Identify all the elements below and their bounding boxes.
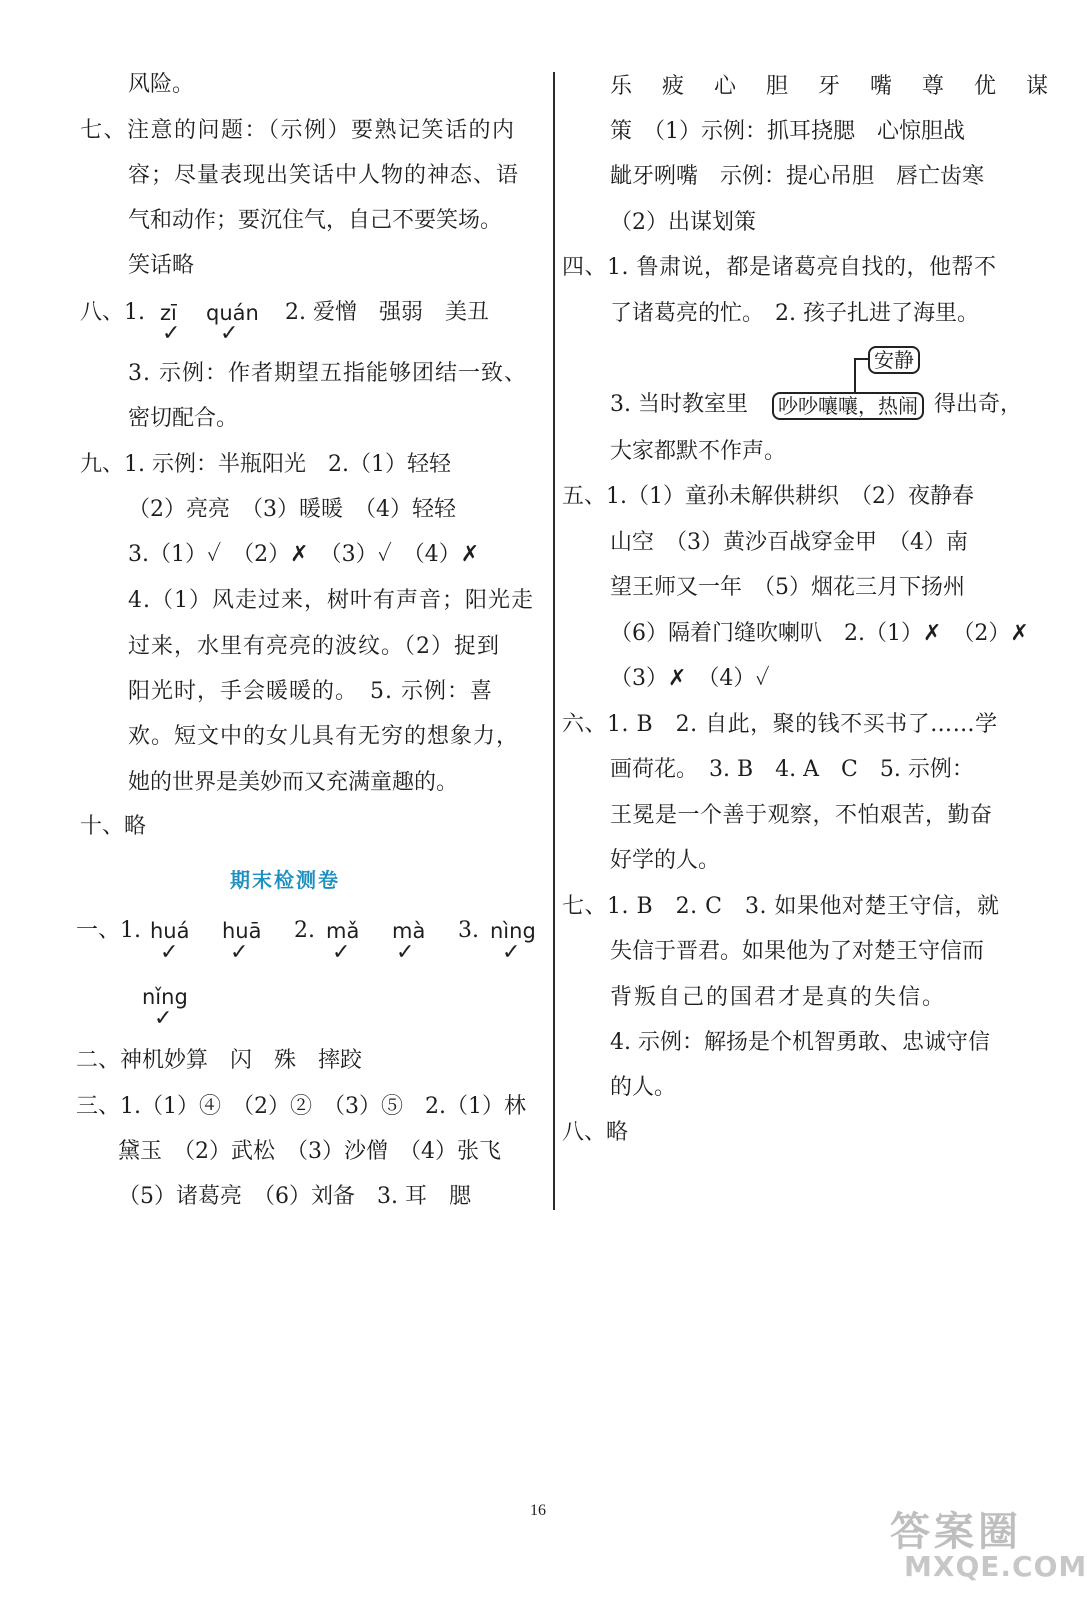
text-line: 欢。短文中的女儿具有无穷的想象力， bbox=[128, 724, 520, 749]
section-title: 期末检测卷 bbox=[230, 868, 340, 892]
annotation-connector bbox=[854, 358, 868, 360]
checkmark-icon: ✓ bbox=[154, 1006, 173, 1031]
text-line: 3. 当时教室里 bbox=[610, 392, 748, 417]
text-line: 气和动作；要沉住气，自己不要笑场。 bbox=[128, 208, 503, 233]
text-line: 她的世界是美妙而又充满童趣的。 bbox=[128, 770, 459, 795]
pinyin: huá bbox=[150, 919, 190, 943]
text-line: 七、注意的问题：（示例）要熟记笑话的内 bbox=[80, 118, 516, 143]
text-line: 的人。 bbox=[610, 1075, 677, 1100]
text-line: 八、略 bbox=[562, 1120, 629, 1145]
text-line: 2. 爱憎 强弱 美丑 bbox=[285, 300, 489, 325]
text-line: 4.（1）风走过来，树叶有声音；阳光走 bbox=[128, 588, 534, 613]
text-line: （5）诸葛亮 （6）刘备 3. 耳 腮 bbox=[118, 1184, 471, 1209]
text-line: 乐 疲 心 胆 牙 嘴 尊 优 谋 bbox=[610, 74, 1053, 99]
text-line: 画荷花。 3. B 4. A C 5. 示例： bbox=[610, 757, 974, 782]
text-line: 好学的人。 bbox=[610, 848, 721, 873]
text-line: 二、神机妙算 闪 殊 摔跤 bbox=[76, 1048, 363, 1073]
text-line: 一、1. bbox=[76, 918, 141, 943]
pinyin: nǐng bbox=[142, 985, 188, 1009]
column-divider bbox=[553, 72, 555, 1210]
watermark-logo bbox=[890, 1500, 1087, 1590]
text-line: 2. bbox=[294, 918, 315, 943]
text-line: 望王师又一年 （5）烟花三月下扬州 bbox=[610, 575, 965, 600]
pinyin: nìng bbox=[490, 919, 536, 943]
text-line: 三、1.（1）④ （2）② （3）⑤ 2.（1）林 bbox=[76, 1094, 526, 1119]
text-line: 九、1. 示例：半瓶阳光 2.（1）轻轻 bbox=[80, 452, 451, 477]
text-line: 3.（1）✓ （2）✗ （3）✓ （4）✗ bbox=[128, 542, 480, 567]
text-line: （6）隔着门缝吹喇叭 2.（1）✗ （2）✗ bbox=[610, 621, 1029, 646]
text-line: 密切配合。 bbox=[128, 406, 239, 431]
text-line: 3. bbox=[458, 918, 479, 943]
text-line: 山空 （3）黄沙百战穿金甲 （4）南 bbox=[610, 530, 968, 555]
text-line: 大家都默不作声。 bbox=[610, 439, 787, 464]
text-line: 黛玉 （2）武松 （3）沙僧 （4）张飞 bbox=[118, 1139, 501, 1164]
pinyin: huā bbox=[222, 919, 262, 943]
pinyin: zī bbox=[160, 301, 177, 325]
text-line: （2）出谋划策 bbox=[610, 210, 756, 235]
text-line: 六、1. B 2. 自此，聚的钱不买书了……学 bbox=[562, 712, 998, 737]
text-line: 八、1. bbox=[80, 300, 145, 325]
correction-box: 安静 bbox=[868, 346, 920, 374]
watermark-text: 答案圈 bbox=[890, 1509, 1022, 1555]
text-line: 策 （1）示例：抓耳挠腮 心惊胆战 bbox=[610, 119, 965, 144]
text-line: 七、1. B 2. C 3. 如果他对楚王守信，就 bbox=[562, 894, 1000, 919]
checkmark-icon: ✓ bbox=[502, 940, 521, 965]
checkmark-icon: ✓ bbox=[160, 940, 179, 965]
pinyin: mà bbox=[392, 919, 426, 943]
text-line: 阳光时，手会暖暖的。 5. 示例：喜 bbox=[128, 679, 493, 704]
checkmark-icon: ✓ bbox=[220, 321, 239, 346]
marked-phrase-box: 吵吵嚷嚷，热闹 bbox=[772, 392, 924, 420]
text-line: 龇牙咧嘴 示例：提心吊胆 唇亡齿寒 bbox=[610, 164, 985, 189]
page-number: 16 bbox=[530, 1502, 546, 1519]
checkmark-icon: ✓ bbox=[332, 940, 351, 965]
text-line: 风险。 bbox=[128, 72, 195, 97]
annotation-connector bbox=[854, 358, 856, 392]
text-line: 王冕是一个善于观察，不怕艰苦，勤奋 bbox=[610, 803, 993, 828]
watermark-url: MXQE.COM bbox=[904, 1550, 1087, 1583]
text-line: 3. 示例：作者期望五指能够团结一致、 bbox=[128, 361, 527, 386]
text-line: 了诸葛亮的忙。 2. 孩子扎进了海里。 bbox=[610, 301, 979, 326]
pinyin: quán bbox=[206, 301, 259, 325]
text-line: 得出奇， bbox=[934, 392, 1023, 417]
pinyin: mǎ bbox=[326, 919, 360, 943]
checkmark-icon: ✓ bbox=[230, 940, 249, 965]
text-line: 笑话略 bbox=[128, 253, 195, 278]
checkmark-icon: ✓ bbox=[396, 940, 415, 965]
text-line: 4. 示例：解扬是个机智勇敢、忠诚守信 bbox=[610, 1030, 990, 1055]
text-line: （3）✗ （4）✓ bbox=[610, 666, 770, 691]
text-line: 容；尽量表现出笑话中人物的神态、语 bbox=[128, 163, 520, 188]
text-line: （2）亮亮 （3）暖暖 （4）轻轻 bbox=[128, 497, 456, 522]
text-line: 失信于晋君。如果他为了对楚王守信而 bbox=[610, 939, 985, 964]
text-line: 十、略 bbox=[80, 814, 147, 839]
checkmark-icon: ✓ bbox=[162, 321, 181, 346]
text-line: 过来，水里有亮亮的波纹。（2）捉到 bbox=[128, 634, 500, 659]
text-line: 四、1. 鲁肃说，都是诸葛亮自找的，他帮不 bbox=[562, 255, 997, 280]
text-line: 五、1.（1）童孙未解供耕织 （2）夜静春 bbox=[562, 484, 974, 509]
text-line: 背叛自己的国君才是真的失信。 bbox=[610, 985, 947, 1010]
